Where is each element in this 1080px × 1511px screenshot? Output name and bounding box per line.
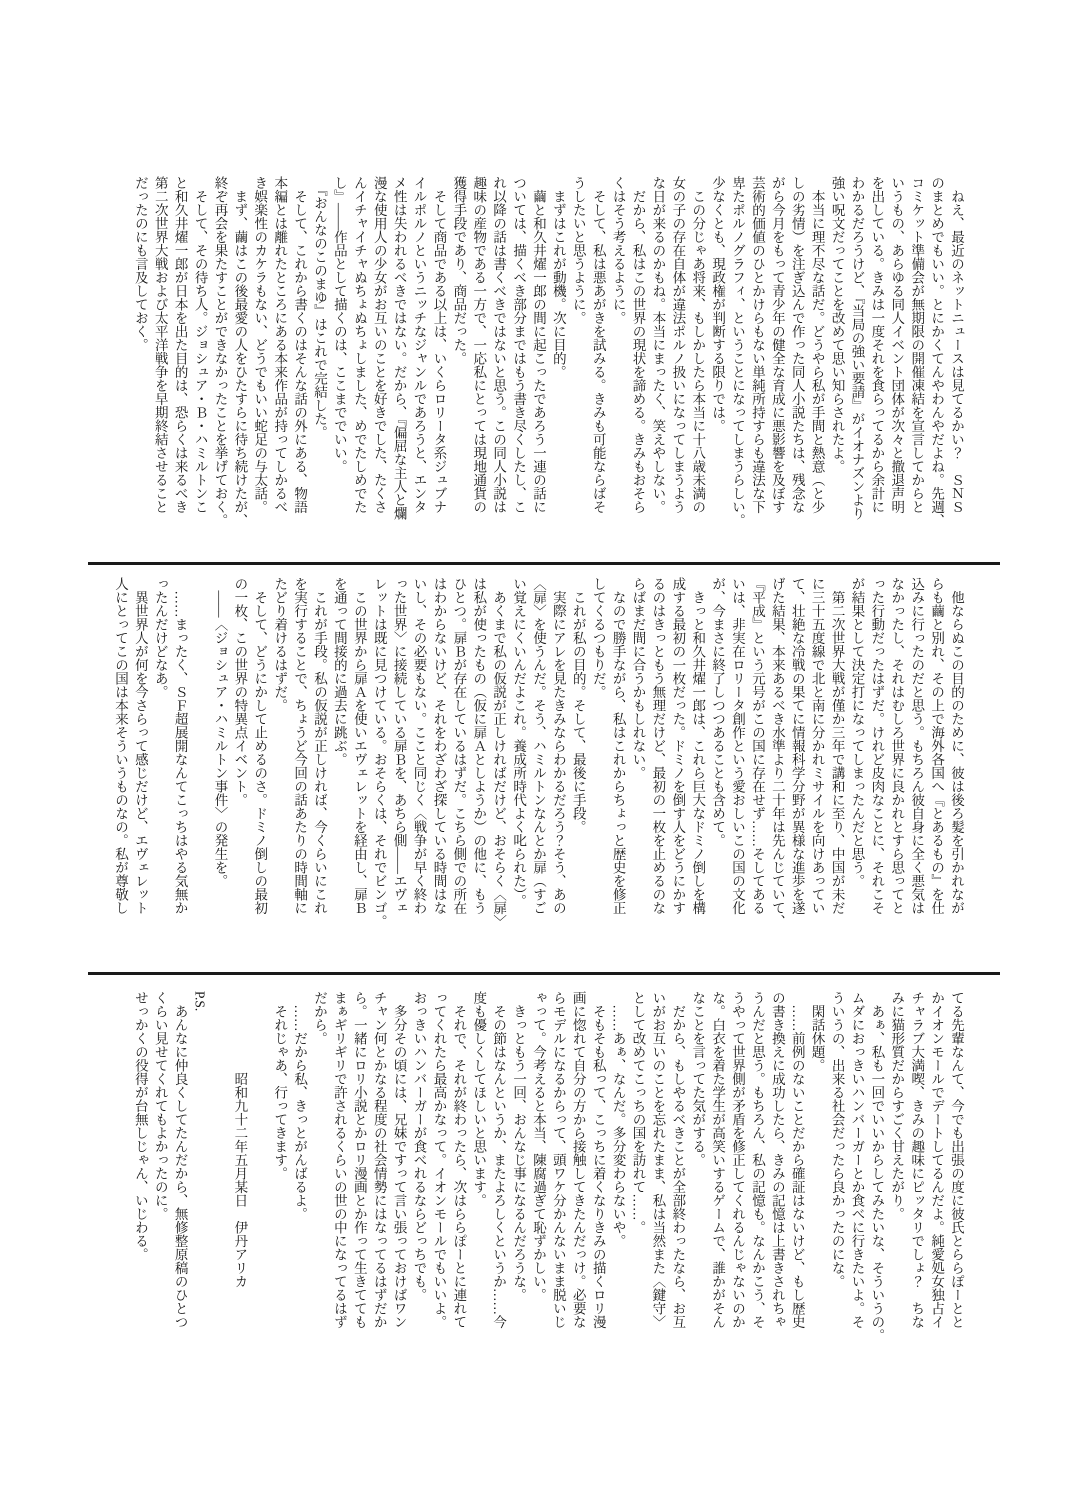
text-column: を出している。きみは一度それを食らってるから余計に xyxy=(869,176,885,514)
text-column xyxy=(190,577,210,962)
text-column: 趣味の産物である一方で、一応私にとっては現地通貨の xyxy=(471,176,487,514)
text-column: らモデルになるからって、頭ワケ分かんないまま脱いじ xyxy=(550,991,566,1329)
text-column: んイチャイチャぬちょぬちょしました、めでたしめでた xyxy=(351,176,367,514)
text-column: てる先輩なんて、今でも出張の度に彼氏とららぽーとと xyxy=(949,991,964,1329)
text-column: なかったし、それはむしろ世界に良かれとすら思ってと xyxy=(889,577,905,915)
text-column: 本編とは離れたところにある本来作品が持ってしかるべ xyxy=(272,176,288,514)
text-column: 卑たポルノグラフィ、ということになってしまうらしい。 xyxy=(730,176,746,527)
text-column: 終ぞ再会を果たすことができなかったことを挙げておく。 xyxy=(212,176,228,527)
text-column: しの劣情）を注ぎ込んで作った同人小説たちは、残念な xyxy=(789,176,805,514)
text-column: ってくれたら最高かなって。イオンモールでもいいよ。 xyxy=(431,991,447,1329)
text-column xyxy=(249,991,269,1353)
text-column: かイオンモールでデートしてるんだよ。純愛処女独占イ xyxy=(929,991,945,1329)
text-column: うしたいと思うように。 xyxy=(570,176,586,325)
text-column: ……あぁ、なんだ。多分変わらないや。 xyxy=(610,991,626,1248)
text-column: いし、その必要もない。ここと同じく〈戦争が早く終わ xyxy=(411,577,427,915)
text-column: 込みに行ったのだと思う。もちろん彼自身に全く悪気は xyxy=(909,577,925,915)
text-column: おっきいハンバーガーが食べれるならどっちでも。 xyxy=(411,991,427,1302)
text-column: 多分その頃には、兄妹ですって言い張っておけばワン xyxy=(391,991,407,1329)
text-column: メ性は失われるべきではない。だから、『偏屈な主人と爛 xyxy=(391,176,407,521)
text-column: らばまだ間に合うかもしれない。 xyxy=(630,577,646,780)
text-column: 実際にアレを見たきみならわかるだろう？そう、あの xyxy=(550,577,566,915)
text-column: うんだと思う。もちろん、私の記憶も。なんかこう、そ xyxy=(749,991,765,1329)
text-column: 獲得手段であり、商品だった。 xyxy=(451,176,467,365)
text-column: なので勝手ながら、私はこれからちょっと歴史を修正 xyxy=(610,577,626,915)
text-column: 『おんなのこのまゆ』はこれで完結した。 xyxy=(312,176,327,440)
text-column: ムダにおっきいハンバーガーとか食べに行きたいよ。そ xyxy=(849,991,865,1329)
text-column: が、今まさに終了しつつあることも含めて。 xyxy=(710,577,726,847)
text-column: ……まったく、ＳＦ超展開なんてこっちはやる気無か xyxy=(172,577,188,915)
text-column: げた結果、本来あるべき水準より二十年は先んじていて、 xyxy=(769,577,785,928)
text-column: 異世界人が何を今さらって感じだけど、エヴェレット xyxy=(132,577,148,915)
text-column: のまとめでもいい。とにかくてんやわんやだよね。先週、 xyxy=(929,176,945,527)
text-column: 『平成』という元号がこの国に存在せず……そしてある xyxy=(749,577,765,915)
text-column: な日が来るのかもね。本当にまったく、笑えやしない。 xyxy=(650,176,666,514)
text-column: そして商品である以上は、いくらロリータ系ジュブナ xyxy=(431,176,447,514)
text-column: し』――作品として描くのは、ここまででいい。 xyxy=(331,176,347,473)
text-column: 閑話休題。 xyxy=(809,991,825,1072)
text-column: これが手段。私の仮説が正しければ、今くらいにこれ xyxy=(312,577,327,915)
text-column: 強い呪文だってことを改めて思い知らされたよ。 xyxy=(829,176,845,473)
text-column: 本当に理不尽な話だ。どうやら私が手間と熱意（と少 xyxy=(809,176,825,514)
text-column: いは、非実在ロリータ創作という愛おしいこの国の文化 xyxy=(730,577,746,915)
text-column: れ以降の話は書くべきではないと思う。この同人小説は xyxy=(491,176,507,514)
text-column: まず、繭はこの後最愛の人をひたすらに待ち続けたが、 xyxy=(232,176,248,527)
text-column: らも繭と別れ、その上で海外各国へ『とあるもの』を仕 xyxy=(929,577,945,915)
text-column: いうもの、あらゆる同人イベント団体が次々と撤退声明 xyxy=(889,176,905,514)
text-column: チャン何とかなる程度の社会情勢にはなってるはずだか xyxy=(371,991,387,1329)
section-divider-rule-1 xyxy=(88,562,1000,565)
text-column: そもそも私って、こっちに着くなりきみの描くロリ漫 xyxy=(590,991,606,1329)
text-column: レットは既に見つけている。おそらくは、それでビンゴ。 xyxy=(371,577,387,928)
text-column: せっかくの役得が台無しじゃん、いじわる。 xyxy=(132,991,148,1261)
text-column: 〈扉〉を使うんだ。そう、ハミルトンなんとか扉（すご xyxy=(530,577,546,915)
text-column: あくまで私の仮説が正しければだけど、おそらく〈扉〉 xyxy=(491,577,507,928)
text-column: 第二次世界大戦および太平洋戦争を早期終結させること xyxy=(152,176,168,514)
text-column: してくるつもりだ。 xyxy=(590,577,606,699)
text-column: はわからないけど、それをわざわざ探している時間はな xyxy=(431,577,447,915)
text-column: まずはこれが動機。次に目的。 xyxy=(550,176,566,379)
text-column: 他ならぬこの目的のために、彼は後ろ髪を引かれなが xyxy=(949,577,964,915)
text-column: 画に惚れて自分の方から接触してきたんだっけ。必要な xyxy=(570,991,586,1329)
text-column: いがお互いのことを忘れたまま、私は当然また〈鍵守〉 xyxy=(650,991,666,1329)
text-column: るのはきっともう無理だけど、最初の一枚を止めるのな xyxy=(650,577,666,915)
text-column: あぁ、私も一回でいいからしてみたいな、そういうの。 xyxy=(869,991,885,1342)
text-column: として改めてこっちの国を訪れて……。 xyxy=(630,991,646,1234)
text-column: チャラブ大満喫、きみの趣味にピッタリでしょ？ ちな xyxy=(909,991,925,1329)
text-column: その節はなんというか、またよろしくというか……今 xyxy=(491,991,507,1329)
text-column: 繭と和久井燿一郎の間に起こったであろう一連の話に xyxy=(530,176,546,514)
text-column: ……前例のないことだから確証はないけど、もし歴史 xyxy=(789,991,805,1329)
text-column: ひとつ。扉Ｂが存在しているはずだ。こちら側での所在 xyxy=(451,577,467,915)
text-column: 昭和九十二年五月某日 伊丹アリカ xyxy=(232,991,248,1288)
text-column: 漫な使用人の少女がお互いのことを好きでした、たくさ xyxy=(371,176,387,514)
text-column: 少なくとも、現政権が判断する限りでは。 xyxy=(710,176,726,433)
text-column: だから。 xyxy=(312,991,327,1045)
text-column: ったんだけどなあ。 xyxy=(152,577,168,699)
text-column: あんなに仲良くしてたんだから、無修整原稿のひとつ xyxy=(172,991,188,1329)
text-column: この世界から扉Ａを使いエヴェレットを経由し、扉Ｂ xyxy=(351,577,367,915)
text-column: ――〈ジョシュア・ハミルトン事件〉の発生を。 xyxy=(212,577,228,888)
text-column: イルポルノというニッチなジャンルであろうと、エンタ xyxy=(411,176,427,514)
text-column: それじゃあ、行ってきます。 xyxy=(272,991,288,1180)
text-column: が結果として決定打になってしまったんだと思う。 xyxy=(849,577,865,888)
text-column: だから、もしやるべきことが全部終わったなら、お互 xyxy=(670,991,686,1329)
text-column: だったのにも言及しておく。 xyxy=(132,176,148,352)
text-column: 第二次世界大戦が僅か三年で講和に至り、中国が未だ xyxy=(829,577,845,915)
text-column: き娯楽性のカケラもない、どうでもいい蛇足の与太話。 xyxy=(252,176,268,514)
text-column: うやって世界側が矛盾を修正してくれるんじゃないのか xyxy=(730,991,746,1329)
text-column: それで、それが終わったら、次はららぽーとに連れて xyxy=(451,991,467,1329)
text-column: 芸術的価値のひとかけらもない単純所持すらも違法な下 xyxy=(749,176,765,514)
text-column: の一枚、この世界の特異点イベント。 xyxy=(232,577,248,807)
text-column: 度も優しくしてほしいと思います。 xyxy=(471,991,487,1207)
text-column: だから、私はこの世界の現状を諦める。きみもおそら xyxy=(630,176,646,514)
text-column: コミケット準備会が無期限の開催凍結を宣言してからと xyxy=(909,176,925,514)
section-divider-rule-2 xyxy=(88,972,1000,975)
text-column: くらい見せてくれてもよかったのに。 xyxy=(152,991,168,1221)
text-column: と和久井燿一郎が日本を出た目的は、恐らくは来るべき xyxy=(172,176,188,514)
letter-section-2 xyxy=(110,577,966,962)
text-column: は私が使ったもの（仮に扉Ａとしようか）の他に、もう xyxy=(471,577,487,915)
text-column: わかるだろうけど、『当局の強い要請』がイオナズンより xyxy=(849,176,865,521)
text-column xyxy=(210,991,230,1353)
text-column: を実行することで、ちょうど今回の話あたりの時間軸に xyxy=(292,577,308,915)
text-column: みに猫形質だからすごく甘えたがり。 xyxy=(889,991,905,1221)
text-column: これが私の目的。そして、最後に手段。 xyxy=(570,577,586,834)
text-column: ついては、描くべき部分まではもう書き尽くしたし、こ xyxy=(511,176,527,514)
letter-section-1 xyxy=(130,176,966,556)
text-column: 人にとってこの国は本来そういうものなの。私が尊敬し xyxy=(112,577,128,915)
text-column: まぁギリギリで許されるくらいの世の中になってるはず xyxy=(331,991,347,1329)
text-column: の書き換えに成功したら、きみの記憶は上書きされちゃ xyxy=(769,991,785,1329)
text-column: を通って間接的に過去に跳ぶ。 xyxy=(331,577,347,766)
text-column: そして、私は悪あがきを試みる。きみも可能ならばそ xyxy=(590,176,606,514)
text-column: そして、これから書くのはそんな話の外にある、物語 xyxy=(292,176,308,514)
text-column: ゃって。今考えると本当、陳腐過ぎて恥ずかしい。 xyxy=(530,991,546,1302)
text-column: たどり着けるはずだ。 xyxy=(272,577,288,712)
text-column: ういうの、出来る社会だったら良かったのにな。 xyxy=(829,991,845,1288)
text-column: に三十五度線で北と南に分かれミサイルを向けあってい xyxy=(809,577,825,915)
text-column: ら。一緒にロリ小説とかロリ漫画とか作って生きてても xyxy=(351,991,367,1329)
text-column: な。白衣を着た学生が高笑いするゲームで、誰かがそん xyxy=(710,991,726,1329)
text-column: P.S. xyxy=(192,991,208,1012)
text-column: ……だから私、きっとがんばるよ。 xyxy=(292,991,308,1221)
text-column: 女の子の存在自体が違法ポルノ扱いになってしまうよう xyxy=(670,176,686,514)
text-column: そして、どうにかして止めるのさ。ドミノ倒しの最初 xyxy=(252,577,268,915)
letter-section-3 xyxy=(130,991,966,1353)
text-column: がら今月をもって青少年の健全な育成に悪影響を及ぼす xyxy=(769,176,785,514)
text-column: そして、その待ち人。ジョシュア・Ｂ・ハミルトンこ xyxy=(192,176,208,514)
text-column: 成する最初の一枚だった。ドミノを倒す人をどうにかす xyxy=(670,577,686,915)
text-column: この分じゃあ将来、もしかしたら本当に十八歳未満の xyxy=(690,176,706,514)
text-column: きっともう一回、おんなじ事になるんだろうな。 xyxy=(511,991,527,1302)
text-column: て、壮絶な冷戦の果てに情報科学分野が異様な進歩を遂 xyxy=(789,577,805,915)
text-column: きっと和久井燿一郎は、これら巨大なドミノ倒しを構 xyxy=(690,577,706,915)
text-column: い覚えにくいんだよこれ。養成所時代よく叱られた）。 xyxy=(511,577,527,908)
text-column: ねえ、最近のネットニュースは見てるかい？ ＳＮＳ xyxy=(949,176,964,514)
text-column: った世界〉に接続している扉Ｂを、あちら側――エヴェ xyxy=(391,577,407,915)
text-column: った行動だったはずだ。けれど皮肉なことに、それこそ xyxy=(869,577,885,915)
text-column: くはそう考えるように。 xyxy=(610,176,626,325)
text-column: なことを言ってた気がする。 xyxy=(690,991,706,1167)
